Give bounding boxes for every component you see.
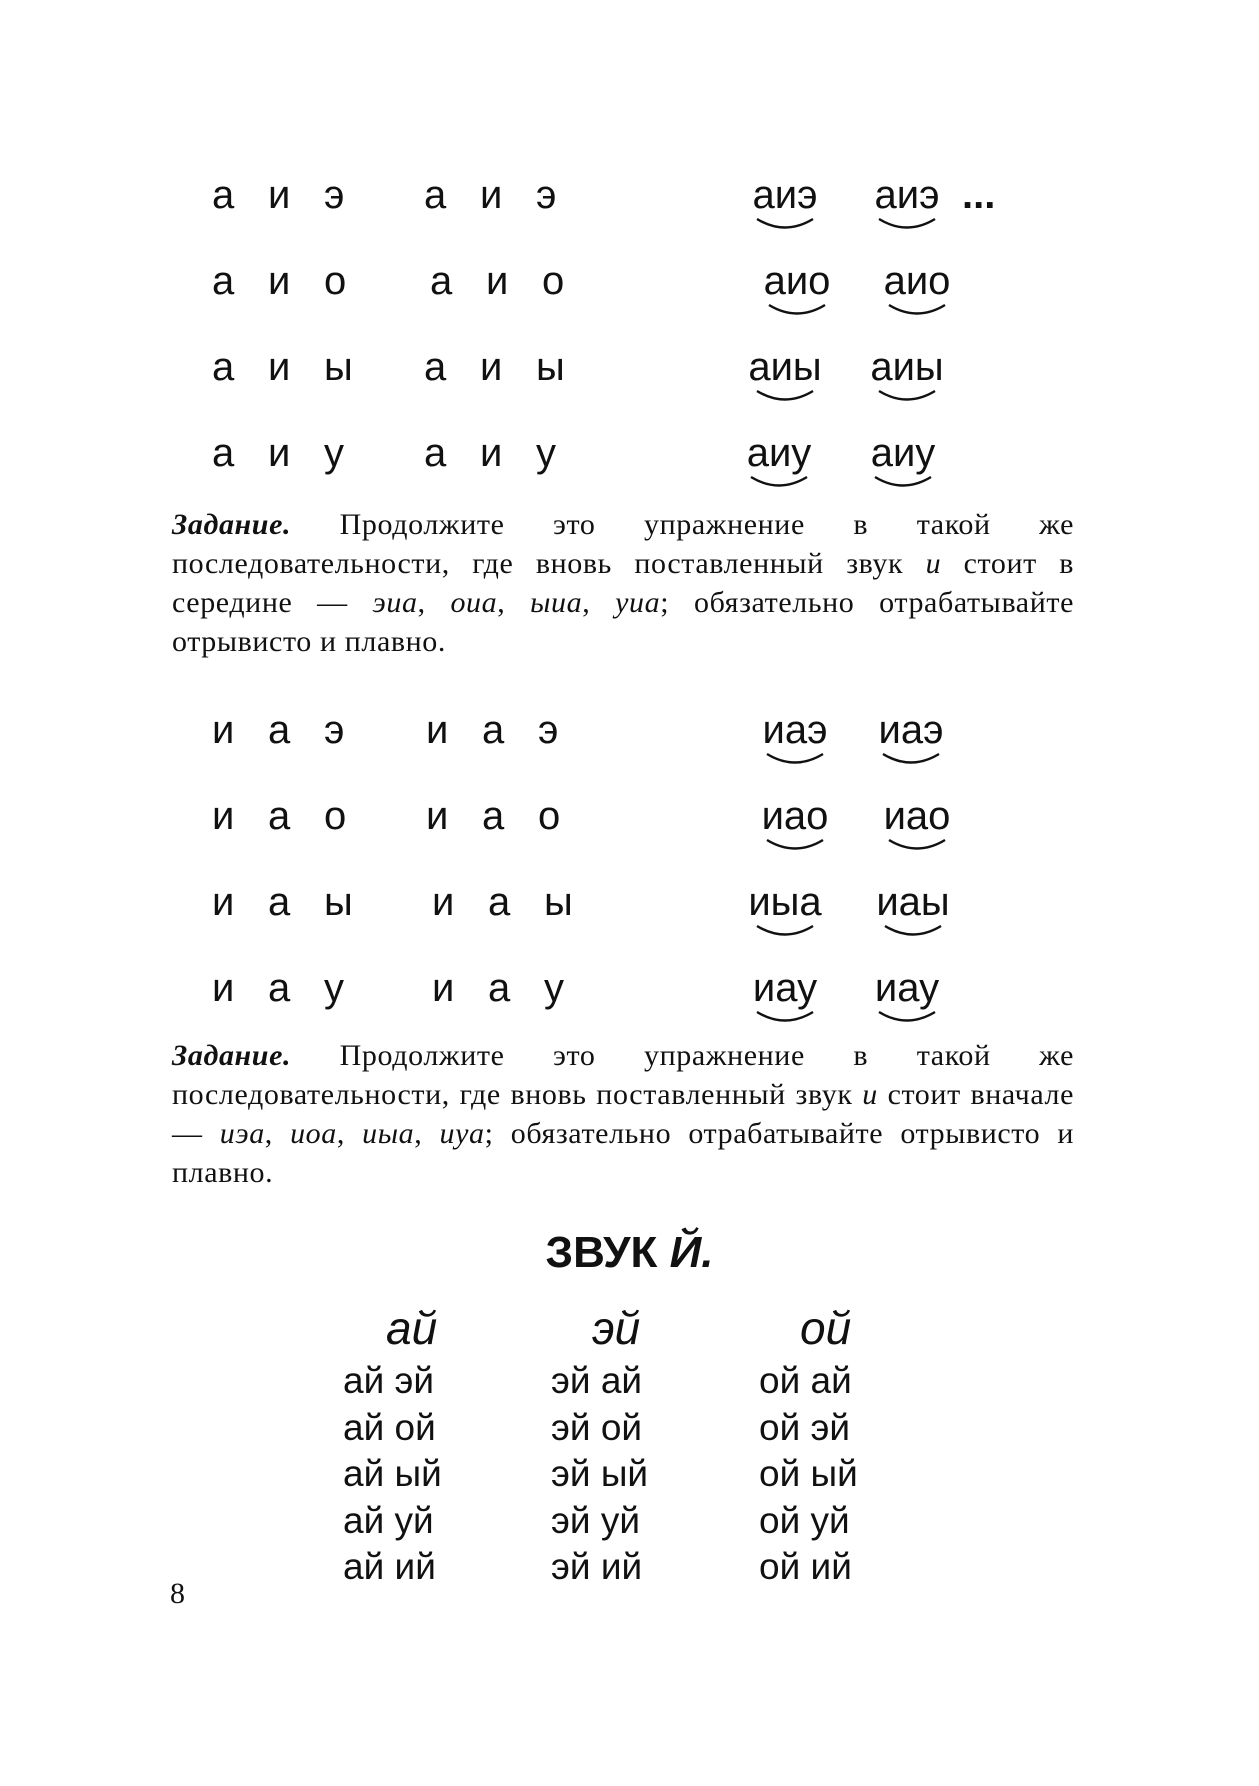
sound-letter: и bbox=[925, 547, 942, 580]
separate-sounds bbox=[432, 963, 600, 1013]
sound: ы bbox=[544, 880, 573, 924]
liaison-arc bbox=[880, 751, 942, 767]
sound-letter: и bbox=[862, 1078, 878, 1111]
separate-sounds bbox=[424, 428, 592, 478]
sound: у bbox=[544, 966, 564, 1010]
sound: и bbox=[212, 794, 235, 838]
merged-sounds bbox=[730, 170, 840, 232]
syllable-pair: ой ай bbox=[759, 1360, 852, 1401]
merged-text: аиэ bbox=[752, 173, 818, 217]
sound: и bbox=[480, 345, 503, 389]
sound: э bbox=[324, 708, 345, 752]
exercise-block-i-a bbox=[0, 705, 1259, 1049]
sound: и bbox=[212, 708, 235, 752]
separate-sounds bbox=[430, 256, 598, 306]
sound: о bbox=[538, 794, 561, 838]
task-label: Задание. bbox=[172, 1039, 292, 1072]
drill-row bbox=[0, 342, 1259, 428]
sound: и bbox=[212, 966, 235, 1010]
syllable-pair: ай эй bbox=[343, 1360, 435, 1401]
sound: а bbox=[482, 794, 505, 838]
sound: и bbox=[268, 345, 291, 389]
sound: а bbox=[212, 345, 235, 389]
example: иыа bbox=[362, 1117, 415, 1150]
syllable-column-header: ай bbox=[386, 1302, 438, 1354]
sound: у bbox=[536, 431, 556, 475]
syllable-pair: ой эй bbox=[759, 1406, 851, 1448]
drill-row bbox=[0, 170, 1259, 256]
sound: и bbox=[268, 173, 291, 217]
sound: а bbox=[424, 431, 447, 475]
sound: а bbox=[268, 708, 291, 752]
sound: а bbox=[482, 708, 505, 752]
liaison-arc bbox=[886, 837, 948, 853]
liaison-arc bbox=[764, 751, 826, 767]
sound: а bbox=[488, 880, 511, 924]
sound: э bbox=[536, 173, 557, 217]
syllable-pair: ой ий bbox=[759, 1546, 852, 1587]
liaison-arc bbox=[754, 216, 816, 232]
separate-sounds bbox=[426, 791, 594, 841]
merged-text: иаэ bbox=[878, 708, 944, 752]
task-label: Задание. bbox=[172, 508, 292, 541]
liaison-arc bbox=[872, 474, 934, 490]
syllable-pair: эй ий bbox=[551, 1546, 643, 1587]
separate-sounds bbox=[212, 170, 380, 220]
example: уиа bbox=[615, 586, 661, 619]
liaison-arc bbox=[876, 216, 938, 232]
drill-row bbox=[0, 705, 1259, 791]
merged-sounds bbox=[730, 963, 840, 1025]
syllable-pair: ай уй bbox=[343, 1499, 434, 1541]
syllable-pair: ай ой bbox=[343, 1406, 436, 1448]
task-paragraph-beginning: Задание. Продолжите это упражнение в такой же последовательности, где вновь поставленный звук и стоит вначале — иэа, иоа, иыа, иуа; обязательно отрабатывайте отрывисто и плавно. bbox=[172, 1039, 1075, 1189]
sound: а bbox=[424, 345, 447, 389]
task-text: Продолжите это упражнение в такой же последовательности, где вновь поставленный звук bbox=[172, 508, 1074, 580]
merged-text: иау bbox=[874, 966, 940, 1010]
liaison-arc bbox=[748, 474, 810, 490]
sound: ы bbox=[536, 345, 565, 389]
sound: и bbox=[486, 259, 509, 303]
separate-sounds bbox=[212, 791, 380, 841]
merged-text: иао bbox=[761, 794, 829, 838]
liaison-arc bbox=[754, 1009, 816, 1025]
separate-sounds bbox=[432, 877, 600, 927]
merged-sounds bbox=[730, 342, 840, 404]
heading-letter: Й. bbox=[669, 1228, 714, 1277]
separate-sounds bbox=[212, 705, 380, 755]
sound: о bbox=[324, 794, 347, 838]
example: иэа bbox=[219, 1117, 265, 1150]
merged-text: иао bbox=[883, 794, 951, 838]
separate-sounds bbox=[426, 705, 594, 755]
merged-text: аио bbox=[763, 259, 831, 303]
sound: и bbox=[426, 708, 449, 752]
merged-text: аио bbox=[883, 259, 951, 303]
sound: и bbox=[432, 880, 455, 924]
separate-sounds bbox=[212, 256, 380, 306]
sound: о bbox=[324, 259, 347, 303]
example: эиа bbox=[372, 586, 418, 619]
sound: а bbox=[268, 966, 291, 1010]
merged-sounds bbox=[724, 428, 834, 490]
separate-sounds bbox=[424, 170, 592, 220]
merged-text: аиэ bbox=[874, 173, 940, 217]
syllable-column bbox=[343, 1358, 442, 1591]
sound: и bbox=[480, 173, 503, 217]
task-text: стоит в середине — bbox=[172, 547, 1074, 619]
sound: а bbox=[488, 966, 511, 1010]
section-heading bbox=[0, 1225, 1259, 1281]
separate-sounds bbox=[212, 963, 380, 1013]
merged-sounds bbox=[856, 705, 966, 767]
separate-sounds bbox=[424, 342, 592, 392]
syllable-column bbox=[759, 1358, 858, 1591]
task-text: ; обязательно отрабатывайте отрывисто и плавно. bbox=[172, 586, 1075, 658]
merged-sounds bbox=[852, 342, 962, 404]
liaison-arc bbox=[876, 1009, 938, 1025]
merged-sounds bbox=[862, 791, 972, 853]
example: оиа bbox=[450, 586, 498, 619]
syllable-column bbox=[551, 1358, 648, 1591]
syllable-pair: эй ай bbox=[551, 1360, 643, 1401]
trailing-dots: ... bbox=[962, 173, 996, 217]
sound: и bbox=[268, 259, 291, 303]
sound: а bbox=[212, 173, 235, 217]
liaison-arc bbox=[882, 923, 944, 939]
merged-text: аиы bbox=[870, 345, 944, 389]
task-text: стоит вначале — bbox=[172, 1078, 1074, 1150]
merged-text: аиу bbox=[870, 431, 936, 475]
syllable-pair: ай ий bbox=[343, 1546, 436, 1587]
merged-text: аиы bbox=[748, 345, 822, 389]
sound: ы bbox=[324, 880, 353, 924]
drill-row bbox=[0, 877, 1259, 963]
merged-sounds bbox=[862, 256, 972, 318]
sound: и bbox=[268, 431, 291, 475]
merged-sounds bbox=[848, 428, 958, 490]
sound: у bbox=[324, 431, 344, 475]
merged-sounds bbox=[730, 877, 840, 939]
example: иоа bbox=[290, 1117, 337, 1150]
merged-sounds bbox=[740, 705, 850, 767]
drill-row bbox=[0, 428, 1259, 514]
sound: и bbox=[426, 794, 449, 838]
drill-row bbox=[0, 791, 1259, 877]
separate-sounds bbox=[212, 428, 380, 478]
liaison-arc bbox=[754, 388, 816, 404]
sound: и bbox=[432, 966, 455, 1010]
merged-sounds bbox=[852, 963, 962, 1025]
example: ыиа bbox=[530, 586, 583, 619]
merged-sounds bbox=[742, 256, 852, 318]
sound: о bbox=[542, 259, 565, 303]
separate-sounds bbox=[212, 877, 380, 927]
sound: а bbox=[212, 431, 235, 475]
drill-row bbox=[0, 256, 1259, 342]
merged-sounds bbox=[740, 791, 850, 853]
sound: а bbox=[268, 794, 291, 838]
separate-sounds bbox=[212, 342, 380, 392]
heading-word: ЗВУК bbox=[545, 1228, 658, 1277]
sound: у bbox=[324, 966, 344, 1010]
sound: и bbox=[480, 431, 503, 475]
syllable-pair: эй ый bbox=[551, 1453, 649, 1494]
liaison-arc bbox=[754, 923, 816, 939]
merged-text: иаэ bbox=[762, 708, 828, 752]
sound: а bbox=[212, 259, 235, 303]
sound: э bbox=[324, 173, 345, 217]
sound: а bbox=[268, 880, 291, 924]
syllable-column-header: ой bbox=[800, 1302, 852, 1354]
liaison-arc bbox=[766, 302, 828, 318]
syllable-pair: эй ой bbox=[551, 1406, 643, 1448]
liaison-arc bbox=[886, 302, 948, 318]
task-text: Продолжите это упражнение в такой же последовательности, где вновь поставленный звук bbox=[172, 1039, 1074, 1111]
exercise-block-a-i bbox=[0, 170, 1259, 514]
example: иуа bbox=[439, 1117, 485, 1150]
merged-text: иыа bbox=[748, 880, 822, 924]
sound: ы bbox=[324, 345, 353, 389]
sound: и bbox=[212, 880, 235, 924]
merged-text: иау bbox=[752, 966, 818, 1010]
sound: а bbox=[430, 259, 453, 303]
sound: а bbox=[424, 173, 447, 217]
syllable-pair: ай ый bbox=[343, 1453, 442, 1494]
syllable-pair: ой уй bbox=[759, 1499, 850, 1541]
merged-sounds bbox=[858, 877, 968, 939]
merged-text: аиу bbox=[746, 431, 812, 475]
page-number: 8 bbox=[170, 1577, 185, 1610]
task-text: ; обязательно отрабатывайте отрывисто и плавно. bbox=[172, 1117, 1075, 1189]
syllable-pair: ой ый bbox=[759, 1453, 858, 1494]
merged-text: иаы bbox=[876, 880, 950, 924]
syllable-pair: эй уй bbox=[551, 1499, 640, 1541]
syllable-column-header: эй bbox=[592, 1302, 641, 1354]
task-paragraph-middle: Задание. Продолжите это упражнение в такой же последовательности, где вновь поставленный звук и стоит в середине — эиа, оиа, ыиа, уиа; обязательно отрабатывайте отрывисто и плавно. bbox=[172, 508, 1075, 658]
liaison-arc bbox=[764, 837, 826, 853]
merged-sounds bbox=[852, 170, 962, 232]
sound: э bbox=[538, 708, 559, 752]
liaison-arc bbox=[876, 388, 938, 404]
